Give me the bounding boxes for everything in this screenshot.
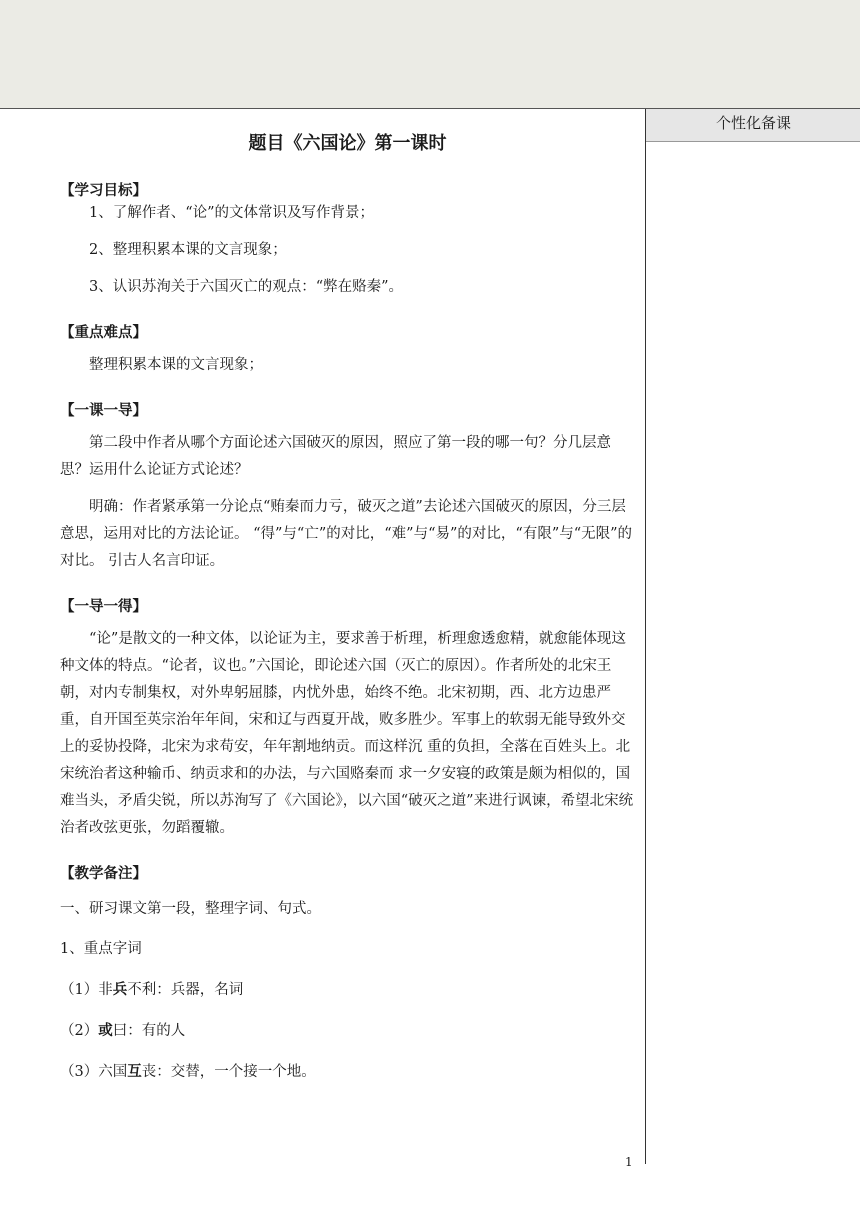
gain-heading: 【一导一得】 xyxy=(60,599,147,615)
entry-pre: （1）非 xyxy=(60,982,113,998)
guide-question: 第二段中作者从哪个方面论述六国破灭的原因，照应了第一段的哪一句？分几层意思？运用什么论证方式论述？ xyxy=(60,435,611,478)
top-header-band xyxy=(0,0,860,109)
key-text: 整理积累本课的文言现象； xyxy=(89,357,263,373)
personal-prep-column xyxy=(645,109,860,1164)
entry-post: 不利：兵器，名词 xyxy=(127,982,244,998)
page-title: 题目《六国论》第一课时 xyxy=(248,133,447,154)
lesson-content xyxy=(60,109,635,1086)
goal-item: 3、认识苏洵关于六国灭亡的观点：“弊在赂秦”。 xyxy=(89,279,404,295)
notes-entry xyxy=(60,976,635,1004)
key-heading: 【重点难点】 xyxy=(60,325,147,341)
entry-key: 兵 xyxy=(112,981,128,998)
personal-prep-header: 个性化备课 xyxy=(646,109,860,142)
entry-key: 互 xyxy=(127,1063,142,1080)
guide-heading: 【一课一导】 xyxy=(60,403,147,419)
goal-item: 2、整理积累本课的文言现象； xyxy=(89,242,287,258)
notes-entry xyxy=(60,1058,635,1086)
notes-intro: 一、研习课文第一段，整理字词、句式。 xyxy=(60,901,321,917)
entry-post: 丧：交替，一个接一个地。 xyxy=(141,1064,316,1080)
gain-text: “论”是散文的一种文体，以论证为主，要求善于析理，析理愈透愈精，就愈能体现这种文体的特点。“论者，议也。”六国论，即论述六国（灭亡的原因）。作者所处的北宋王朝，对内专制集权，对外卑躬屈膝，内忧外患，始终不绝。北宋初期，西、北方边患严重，自开国至英宗治年年间，宋和辽与西夏开战，败多胜少。军事上的软弱无能导致外交上的妥协投降，北宋为求苟安，年年割地纳贡。而这样沉 重的负担，全落在百姓头上。北宋统治者这种输币、纳贡求和的办法，与六国赂秦而 求一夕安寝的政策是颇为相似的，国难当头，矛盾尖锐，所以苏洵写了《六国论》，以六国“破灭之道”来进行讽谏，希望北宋统治者改弦更张，勿蹈覆辙。 xyxy=(60,631,634,836)
goals-heading: 【学习目标】 xyxy=(60,183,147,199)
notes-entry xyxy=(60,1017,635,1045)
guide-answer: 明确：作者紧承第一分论点“贿秦而力亏，破灭之道”去论述六国破灭的原因，分三层意思，运用对比的方法论证。 “得”与“亡”的对比，“难”与“易”的对比，“有限”与“无限”的对比。 引古人名言印证。 xyxy=(60,499,633,569)
entry-pre: （3）六国 xyxy=(60,1064,128,1080)
goal-item: 1、了解作者、“论”的文体常识及写作背景； xyxy=(89,205,375,221)
entry-pre: （2） xyxy=(60,1023,99,1039)
entry-post: 曰：有的人 xyxy=(112,1023,186,1039)
notes-heading: 【教学备注】 xyxy=(60,866,147,882)
entry-key: 或 xyxy=(98,1022,113,1039)
page-number: 1 xyxy=(625,1155,633,1169)
notes-sub: 1、重点字词 xyxy=(60,941,142,957)
